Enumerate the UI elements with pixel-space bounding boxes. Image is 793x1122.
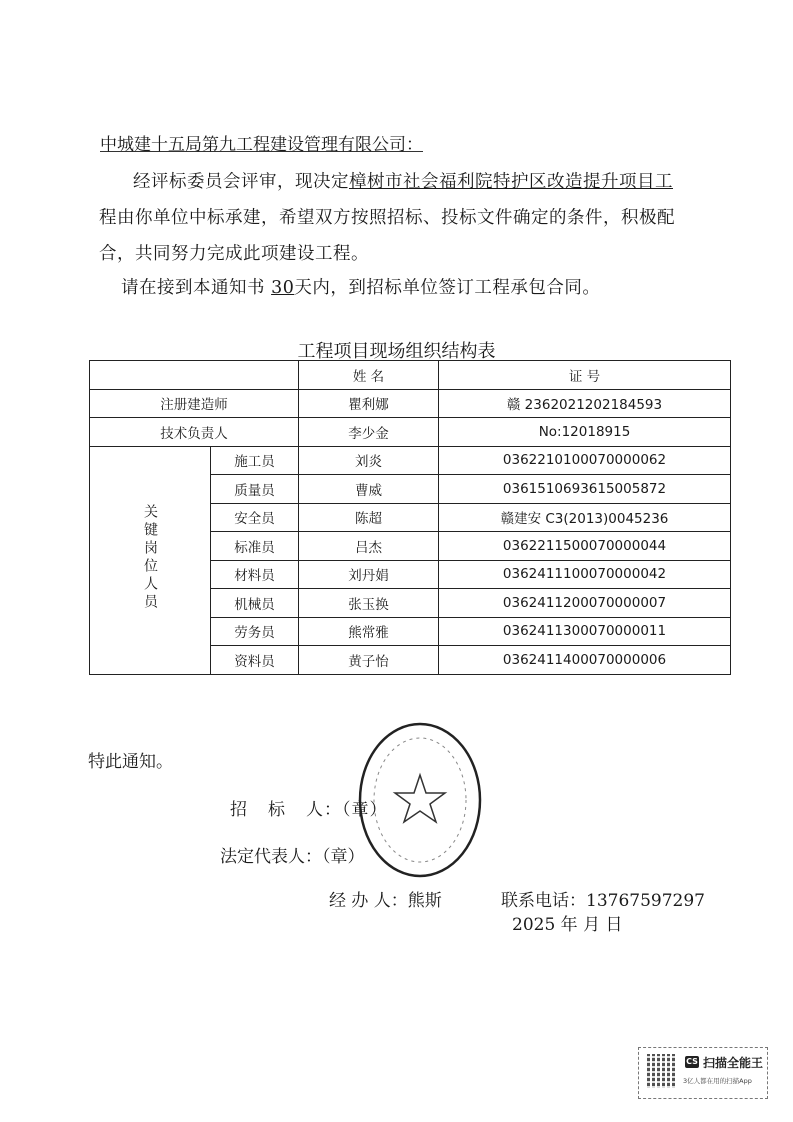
- contact-phone: 联系电话：13767597297: [501, 891, 705, 911]
- role-cell: 资料员: [211, 646, 299, 675]
- cert-cell: 0362411200070000007: [439, 589, 731, 618]
- cert-cell: 0362211500070000044: [439, 532, 731, 561]
- cert-cell: No:12018915: [439, 418, 731, 447]
- name-cell: 黄子怡: [299, 646, 439, 675]
- name-cell: 曹威: [299, 475, 439, 504]
- cert-cell: 赣 2362021202184593: [439, 389, 731, 418]
- camscanner-watermark: [638, 1047, 768, 1099]
- tenderer-label-c: 人：（章）: [306, 800, 388, 820]
- camscanner-app-name: 扫描全能王: [703, 1056, 764, 1070]
- cert-cell: 036151069361500587​2: [439, 475, 731, 504]
- camscanner-logo-icon: CS: [686, 1057, 698, 1066]
- role-cell: 技术负责人: [90, 418, 299, 447]
- name-cell: 吕杰: [299, 532, 439, 561]
- recipient-company: 中城建十五局第九工程建设管理有限公司：: [100, 135, 423, 155]
- paragraph-4-suffix: 天内，到招标单位签订工程承包合同。: [294, 278, 601, 298]
- name-cell: 刘炎: [299, 446, 439, 475]
- qr-code-icon: [647, 1054, 675, 1088]
- role-cell: 劳务员: [211, 617, 299, 646]
- role-cell: 质量员: [211, 475, 299, 504]
- cert-cell: 0362411300070000011: [439, 617, 731, 646]
- name-cell: 李少金: [299, 418, 439, 447]
- table-row: [90, 418, 731, 447]
- contract-days: 30: [271, 278, 295, 298]
- name-cell: 刘丹娟: [299, 560, 439, 589]
- name-cell: 陈超: [299, 503, 439, 532]
- group-label-cell: [90, 446, 211, 674]
- cert-cell: 036221010007000006​2: [439, 446, 731, 475]
- role-cell: 注册建造师: [90, 389, 299, 418]
- role-cell: 材料员: [211, 560, 299, 589]
- notice-text: 特此通知。: [88, 752, 173, 772]
- paragraph-1-prefix: 经评标委员会评审，现决定: [133, 172, 349, 192]
- header-blank-cell: [90, 361, 299, 390]
- tenderer-label-b: 标: [268, 800, 286, 820]
- date: 2025 年 月 日: [512, 915, 623, 935]
- project-name: 樟树市社会福利院特护区改造提升项目工: [349, 172, 673, 192]
- tenderer-signature: [230, 795, 388, 820]
- handler: 经 办 人：熊斯: [329, 891, 442, 911]
- header-cert: 证 号: [439, 361, 731, 390]
- star-icon: [395, 775, 445, 822]
- role-cell: 机械员: [211, 589, 299, 618]
- table-row: [90, 389, 731, 418]
- name-cell: 熊常雅: [299, 617, 439, 646]
- cert-cell: 0362411400070000006: [439, 646, 731, 675]
- cert-cell: 赣建安 C3(2013)0045236: [439, 503, 731, 532]
- table-title: 工程项目现场组织结构表: [297, 341, 496, 362]
- paragraph-3: 合，共同努力完成此项建设工程。: [99, 244, 369, 264]
- cert-cell: 0362411100070000042: [439, 560, 731, 589]
- camscanner-tagline: 3亿人都在用的扫描App: [683, 1077, 752, 1085]
- paragraph-4-prefix: 请在接到本通知书: [121, 278, 265, 298]
- tenderer-label-a: 招: [230, 800, 248, 820]
- name-cell: 瞿利娜: [299, 389, 439, 418]
- paragraph-2: 程由你单位中标承建，希望双方按照招标、投标文件确定的条件，积极配: [99, 208, 675, 228]
- table-row: [90, 446, 731, 475]
- legal-representative-signature: 法定代表人：（章）: [220, 847, 365, 867]
- table-header-row: [90, 361, 731, 390]
- role-cell: 施工员: [211, 446, 299, 475]
- name-cell: 张玉换: [299, 589, 439, 618]
- header-name: 姓 名: [299, 361, 439, 390]
- paragraph-4: [121, 274, 600, 299]
- role-cell: 安全员: [211, 503, 299, 532]
- group-label: 关键岗位人员: [142, 504, 158, 612]
- role-cell: 标准员: [211, 532, 299, 561]
- organization-table: [89, 360, 731, 675]
- paragraph-1: [133, 168, 673, 193]
